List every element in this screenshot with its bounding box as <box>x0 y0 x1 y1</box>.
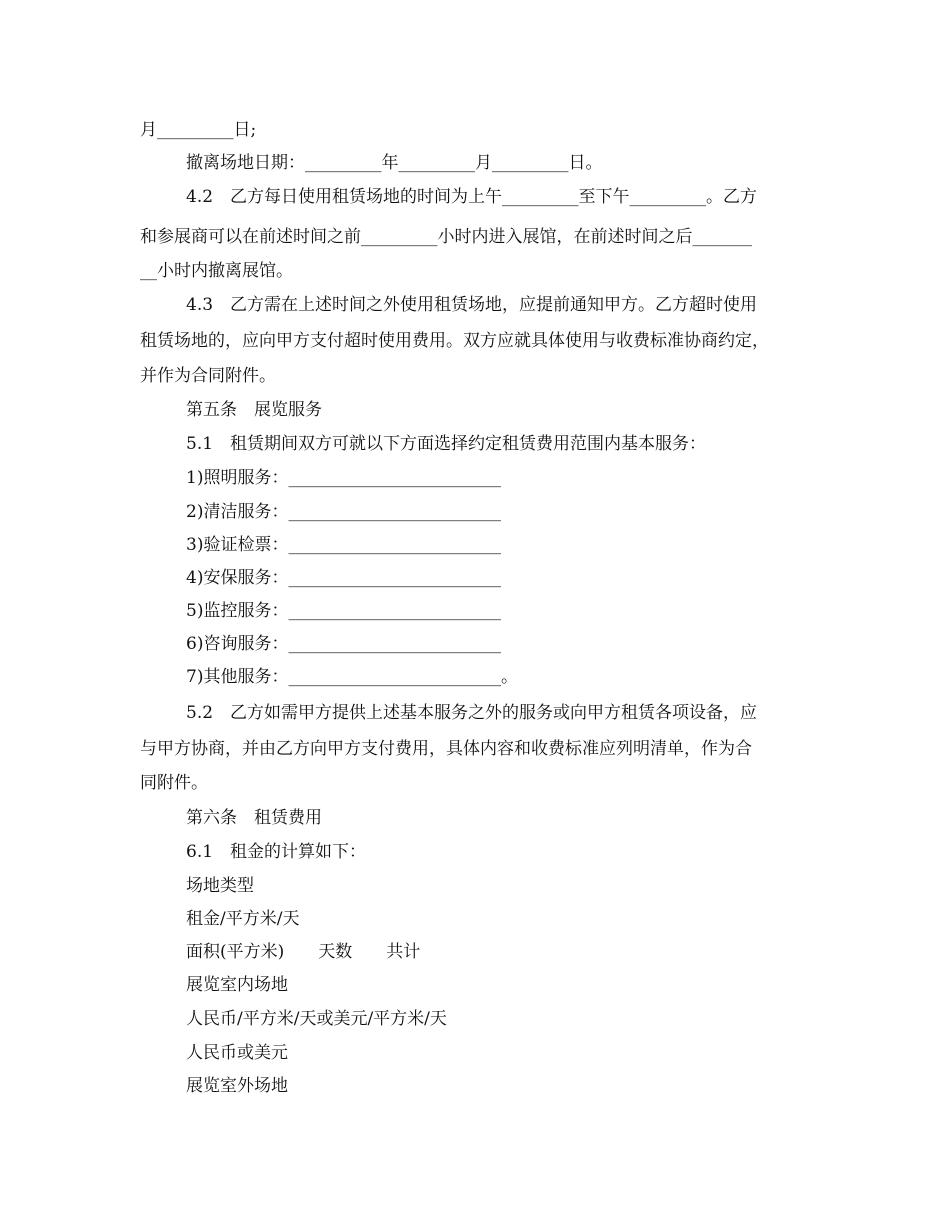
table-cell-area-days-total: 面积(平方米) 天数 共计 <box>186 942 421 962</box>
service-item-other: 7)其他服务：_________________________。 <box>186 667 518 687</box>
text-line-clause-5-2: 5.2 乙方如需甲方提供上述基本服务之外的服务或向甲方租赁各项设备，应 <box>186 703 758 723</box>
text-line-date-end: 月_________日; <box>140 120 257 140</box>
text-line-clause-6-1: 6.1 租金的计算如下： <box>186 842 367 862</box>
service-item-security: 4)安保服务：_________________________ <box>186 568 501 588</box>
table-cell-currency: 人民币或美元 <box>186 1043 288 1063</box>
service-item-ticketing: 3)验证检票：_________________________ <box>186 535 501 555</box>
table-cell-venue-type: 场地类型 <box>186 876 254 896</box>
text-line-clause-4-3: 4.3 乙方需在上述时间之外使用租赁场地，应提前通知甲方。乙方超时使用 <box>186 295 758 315</box>
section-heading-article-6: 第六条 租赁费用 <box>186 808 322 828</box>
section-heading-article-5: 第五条 展览服务 <box>186 400 322 420</box>
text-line-clause-4-3-cont1: 租赁场地的，应向甲方支付超时使用费用。双方应就具体使用与收费标准协商约定， <box>140 331 769 351</box>
text-line-clause-4-2: 4.2 乙方每日使用租赁场地的时间为上午_________至下午_________。乙方 <box>186 187 758 207</box>
text-line-withdraw-date: 撤离场地日期：_________年_________月_________日。 <box>186 153 603 173</box>
text-line-clause-4-2-cont1: 和参展商可以在前述时间之前_________小时内进入展馆，在前述时间之后_______ <box>140 227 752 247</box>
table-cell-rent-rate: 租金/平方米/天 <box>186 909 300 929</box>
table-cell-indoor-venue: 展览室内场地 <box>186 975 288 995</box>
text-line-clause-5-2-cont2: 同附件。 <box>140 773 208 793</box>
text-line-clause-4-2-cont2: __小时内撤离展馆。 <box>140 261 293 281</box>
text-line-clause-5-1: 5.1 租赁期间双方可就以下方面选择约定租赁费用范围内基本服务： <box>186 434 707 454</box>
table-cell-outdoor-venue: 展览室外场地 <box>186 1076 288 1096</box>
service-item-lighting: 1)照明服务：_________________________ <box>186 468 501 488</box>
text-line-clause-5-2-cont1: 与甲方协商，并由乙方向甲方支付费用，具体内容和收费标准应列明清单，作为合 <box>140 739 752 759</box>
service-item-cleaning: 2)清洁服务：_________________________ <box>186 502 501 522</box>
text-line-clause-4-3-cont2: 并作为合同附件。 <box>140 366 276 386</box>
table-cell-currency-rate: 人民币/平方米/天或美元/平方米/天 <box>186 1009 447 1029</box>
service-item-consulting: 6)咨询服务：_________________________ <box>186 634 501 654</box>
service-item-monitoring: 5)监控服务：_________________________ <box>186 601 501 621</box>
